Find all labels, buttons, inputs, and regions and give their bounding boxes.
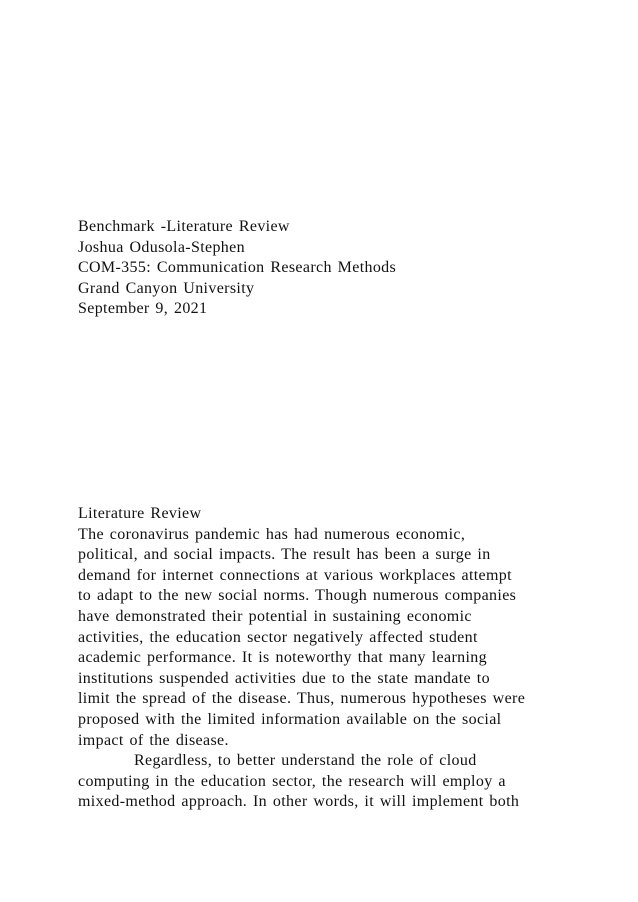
paragraph-line: demand for internet connections at various workplaces attempt — [78, 566, 512, 584]
title-page-block — [78, 217, 608, 320]
document-date: September 9, 2021 — [78, 300, 208, 318]
paragraph-line: The coronavirus pandemic has had numerous economic, — [78, 525, 466, 543]
document-title: Benchmark -Literature Review — [78, 218, 290, 235]
paragraph-line: activities, the education sector negatively affected student — [78, 628, 478, 646]
paragraph-line: academic performance. It is noteworthy that many learning — [78, 649, 487, 667]
literature-review-section — [78, 504, 608, 813]
paragraph-line: have demonstrated their potential in sustaining economic — [78, 607, 472, 625]
paragraph-line: Regardless, to better understand the role of cloud — [134, 752, 477, 770]
paragraph-line: institutions suspended activities due to the state mandate to — [78, 669, 490, 687]
paragraph-line: limit the spread of the disease. Thus, numerous hypotheses were — [78, 690, 526, 708]
paragraph-line: computing in the education sector, the research will employ a — [78, 772, 506, 790]
section-heading: Literature Review — [78, 505, 202, 522]
author-name: Joshua Odusola-Stephen — [78, 238, 245, 256]
course-name: COM-355: Communication Research Methods — [78, 259, 397, 277]
institution-name: Grand Canyon University — [78, 279, 255, 297]
paragraph-line: to adapt to the new social norms. Though numerous companies — [78, 587, 517, 605]
paragraph-line: impact of the disease. — [78, 731, 229, 749]
paragraph-line: mixed-method approach. In other words, it will implement both — [78, 793, 520, 811]
paragraph-line: proposed with the limited information available on the social — [78, 710, 502, 728]
paragraph-line: political, and social impacts. The result has been a surge in — [78, 546, 491, 564]
